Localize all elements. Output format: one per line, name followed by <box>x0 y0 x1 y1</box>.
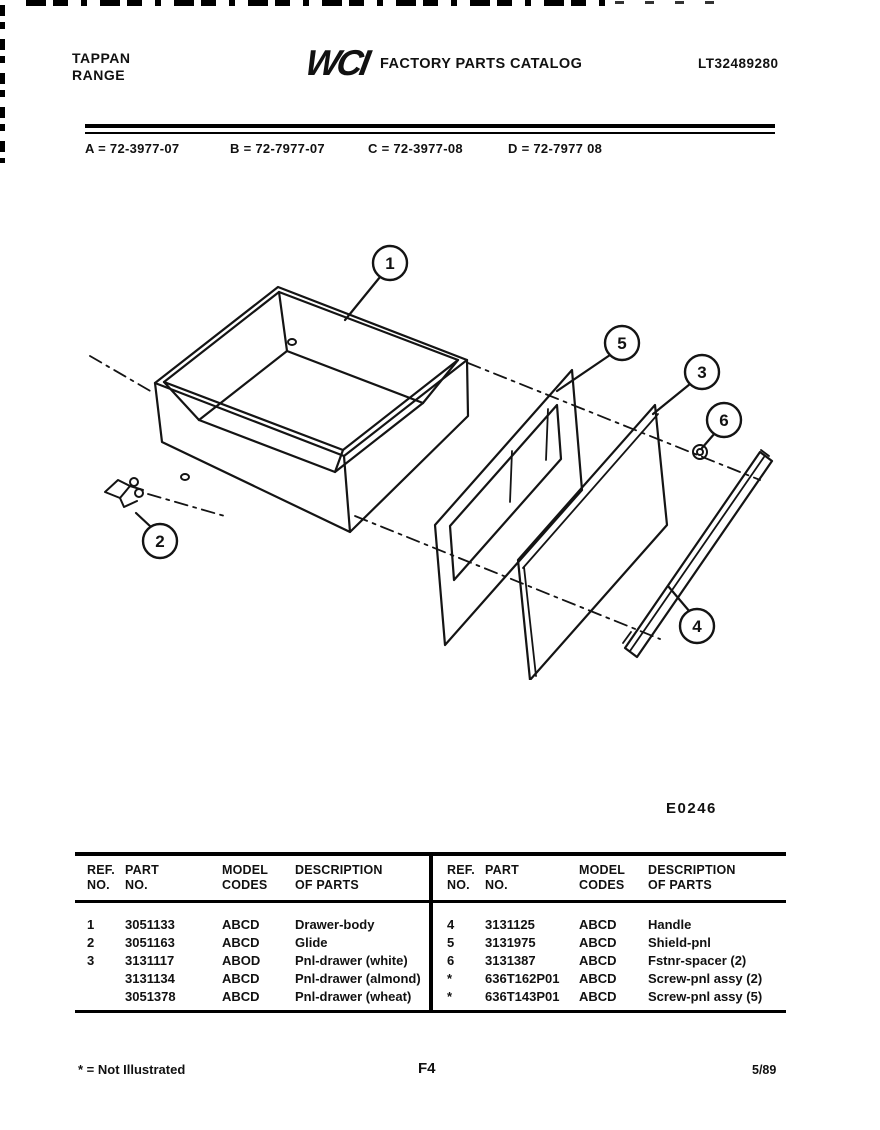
header-rule-left <box>75 900 429 903</box>
table-body-left <box>87 916 429 1006</box>
table-row: 4 3131125 ABCD Handle <box>447 917 692 932</box>
col-header-part: PART NO. <box>485 863 519 892</box>
table-row: 1 3051133 ABCD Drawer-body <box>87 917 375 932</box>
scan-noise-top-right <box>615 1 735 4</box>
front-panel-drawing <box>518 405 667 680</box>
shield-panel-drawing <box>435 370 582 645</box>
wci-logo: WCI <box>302 42 371 83</box>
table-row: 3051378 ABCD Pnl-drawer (wheat) <box>125 989 412 1004</box>
table-header-right <box>447 863 786 893</box>
revision-date: 5/89 <box>752 1063 777 1077</box>
table-row: 5 3131975 ABCD Shield-pnl <box>447 935 711 950</box>
publication-number: LT32489280 <box>698 56 779 71</box>
col-header-desc: DESCRIPTION OF PARTS <box>648 863 736 892</box>
brand-name <box>72 50 130 84</box>
parts-table-right <box>433 856 786 1010</box>
callout-2-label: 2 <box>155 532 165 551</box>
col-header-ref: REF. NO. <box>87 863 115 892</box>
parts-table-left <box>75 856 433 1010</box>
brand-line2: RANGE <box>72 67 126 83</box>
table-row: 2 3051163 ABCD Glide <box>87 935 328 950</box>
parts-table <box>75 852 786 1013</box>
col-header-codes: MODEL CODES <box>222 863 269 892</box>
table-header-left <box>87 863 429 893</box>
table-row: 3131134 ABCD Pnl-drawer (almond) <box>125 971 421 986</box>
brand-line1: TAPPAN <box>72 50 131 66</box>
figure-code: E0246 <box>666 800 717 817</box>
callout-numbers <box>155 254 728 636</box>
col-header-desc: DESCRIPTION OF PARTS <box>295 863 383 892</box>
scan-noise-left <box>0 5 5 163</box>
callout-4-label: 4 <box>692 617 702 636</box>
spacer-nut-drawing <box>693 445 707 459</box>
callout-5-label: 5 <box>617 334 627 353</box>
model-code-c: C = 72-3977-08 <box>368 141 463 156</box>
table-row: 6 3131387 ABCD Fstnr-spacer (2) <box>447 953 747 968</box>
col-header-codes: MODEL CODES <box>579 863 626 892</box>
scan-noise-top <box>26 0 611 6</box>
col-header-part: PART NO. <box>125 863 159 892</box>
drawer-body-drawing <box>155 287 468 532</box>
catalog-title: FACTORY PARTS CATALOG <box>380 56 583 72</box>
table-row: 3 3131117 ABOD Pnl-drawer (white) <box>87 953 408 968</box>
page-number: F4 <box>418 1060 436 1077</box>
model-code-b: B = 72-7977-07 <box>230 141 325 156</box>
model-code-d: D = 72-7977 08 <box>508 141 603 156</box>
table-row: * 636T143P01 ABCD Screw-pnl assy (5) <box>447 989 763 1004</box>
callout-3-label: 3 <box>697 363 707 382</box>
glide-drawing <box>105 478 143 507</box>
not-illustrated-footnote: * = Not Illustrated <box>78 1062 186 1077</box>
table-row: * 636T162P01 ABCD Screw-pnl assy (2) <box>447 971 763 986</box>
table-body-right <box>447 916 786 1006</box>
exploded-drawer-diagram <box>60 230 800 680</box>
model-code-a: A = 72-3977-07 <box>85 141 180 156</box>
header-divider <box>85 124 775 134</box>
header-rule-right <box>433 900 786 903</box>
callout-balloons <box>143 246 741 643</box>
callout-6-label: 6 <box>719 411 729 430</box>
callout-1-label: 1 <box>385 254 395 273</box>
col-header-ref: REF. NO. <box>447 863 475 892</box>
